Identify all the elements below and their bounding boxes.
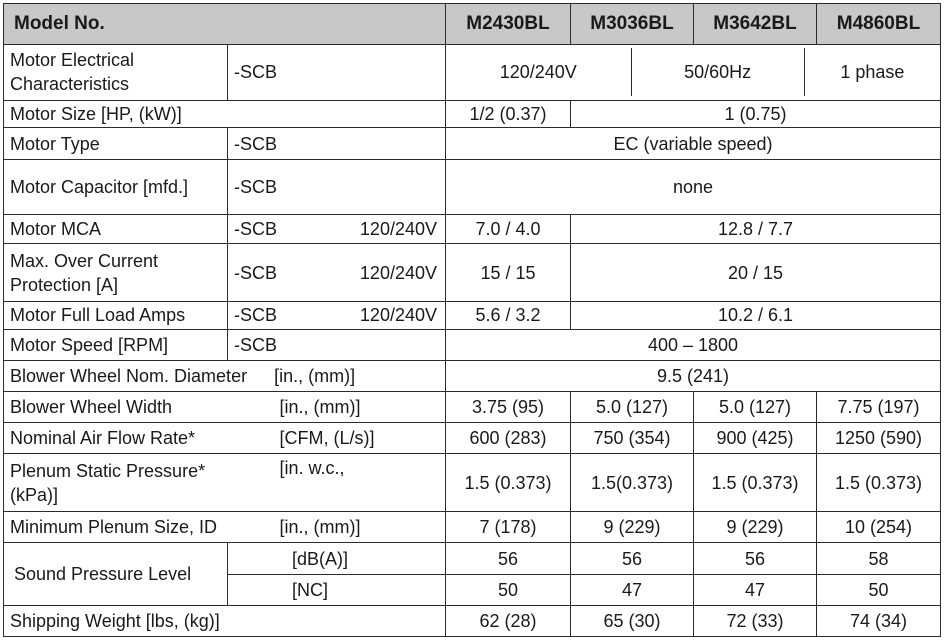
value-nc-4: 50 (817, 574, 941, 605)
value-width-4: 7.75 (197) (817, 392, 941, 423)
volt-mca: 120/240V (359, 219, 437, 240)
value-plen-4: 10 (254) (817, 512, 941, 543)
row-motor-electrical (4, 45, 941, 101)
elec-freq: 50/60Hz (631, 48, 805, 96)
label-motor-speed: Motor Speed [RPM] (4, 329, 228, 360)
label-motor-capacitor: Motor Capacitor [mfd.] (4, 159, 228, 215)
row-sound-dba (4, 543, 941, 574)
label-shipping-weight: Shipping Weight [lbs, (kg)] (4, 605, 446, 636)
label-plenum-pressure: Plenum Static Pressure* (kPa)] (4, 454, 228, 512)
row-full-load-amps (4, 302, 941, 330)
label-over-current: Max. Over Current Protection [A] (4, 244, 228, 302)
model-m3642bl: M3642BL (694, 4, 817, 45)
value-fla-2: 10.2 / 6.1 (571, 302, 941, 330)
row-motor-capacitor (4, 159, 941, 215)
value-nc-1: 50 (446, 574, 571, 605)
value-ship-4: 74 (34) (817, 605, 941, 636)
value-flow-2: 750 (354) (571, 423, 694, 454)
value-motor-capacitor: none (446, 159, 941, 215)
label-plenum-size: Minimum Plenum Size, ID (4, 512, 228, 543)
value-ship-2: 65 (30) (571, 605, 694, 636)
sub-over-current (228, 244, 446, 302)
blower-diameter-label: Blower Wheel Nom. Diameter (10, 366, 248, 387)
label-blower-width: Blower Wheel Width (4, 392, 228, 423)
value-flow-3: 900 (425) (694, 423, 817, 454)
elec-voltage: 120/240V (499, 62, 577, 83)
model-m4860bl: M4860BL (817, 4, 941, 45)
label-motor-electrical: Motor Electrical Characteristics (4, 45, 228, 101)
sub-mca: -SCB (234, 219, 278, 240)
value-ocp-1: 15 / 15 (446, 244, 571, 302)
value-psp-4: 1.5 (0.373) (817, 454, 941, 512)
value-width-3: 5.0 (127) (694, 392, 817, 423)
value-width-2: 5.0 (127) (571, 392, 694, 423)
label-motor-type: Motor Type (4, 128, 228, 159)
label-air-flow: Nominal Air Flow Rate* (4, 423, 228, 454)
label-motor-size: Motor Size [HP, (kW)] (4, 100, 446, 128)
value-plen-2: 9 (229) (571, 512, 694, 543)
row-air-flow (4, 423, 941, 454)
value-motor-speed: 400 – 1800 (446, 329, 941, 360)
value-dba-4: 58 (817, 543, 941, 574)
label-motor-mca: Motor MCA (4, 215, 228, 244)
value-motor-size-1: 1/2 (0.37) (446, 100, 571, 128)
unit-sound-nc: [NC] (228, 574, 446, 605)
value-nc-3: 47 (694, 574, 817, 605)
label-sound-pressure: Sound Pressure Level (4, 543, 228, 605)
value-dba-2: 56 (571, 543, 694, 574)
unit-plenum-pressure: [in. w.c., (228, 454, 446, 512)
row-motor-type (4, 128, 941, 159)
model-m2430bl: M2430BL (446, 4, 571, 45)
sub-fla: -SCB (234, 305, 278, 326)
value-motor-type: EC (variable speed) (446, 128, 941, 159)
label-full-load-amps: Motor Full Load Amps (4, 302, 228, 330)
row-blower-width (4, 392, 941, 423)
value-psp-2: 1.5(0.373) (571, 454, 694, 512)
sub-motor-capacitor: -SCB (228, 159, 446, 215)
spec-table (3, 3, 941, 637)
value-nc-2: 47 (571, 574, 694, 605)
unit-blower-width: [in., (mm)] (228, 392, 446, 423)
unit-air-flow: [CFM, (L/s)] (228, 423, 446, 454)
value-ship-3: 72 (33) (694, 605, 817, 636)
value-flow-1: 600 (283) (446, 423, 571, 454)
value-mca-1: 7.0 / 4.0 (446, 215, 571, 244)
value-ship-1: 62 (28) (446, 605, 571, 636)
value-psp-3: 1.5 (0.373) (694, 454, 817, 512)
sub-motor-speed: -SCB (228, 329, 446, 360)
model-label: Model No. (4, 4, 446, 45)
blower-diameter-unit: [in., (mm)] (274, 366, 356, 387)
model-m3036bl: M3036BL (571, 4, 694, 45)
sub-motor-electrical: -SCB (228, 45, 446, 101)
value-blower-diameter: 9.5 (241) (446, 360, 941, 391)
value-fla-1: 5.6 / 3.2 (446, 302, 571, 330)
value-dba-1: 56 (446, 543, 571, 574)
sub-ocp: -SCB (234, 262, 278, 283)
value-flow-4: 1250 (590) (817, 423, 941, 454)
value-motor-electrical (446, 45, 941, 101)
unit-plenum-size: [in., (mm)] (228, 512, 446, 543)
sub-motor-mca (228, 215, 446, 244)
value-plen-1: 7 (178) (446, 512, 571, 543)
unit-sound-dba: [dB(A)] (228, 543, 446, 574)
label-blower-diameter (4, 360, 446, 391)
row-blower-diameter (4, 360, 941, 391)
row-motor-size (4, 100, 941, 128)
row-plenum-size (4, 512, 941, 543)
value-width-1: 3.75 (95) (446, 392, 571, 423)
header-row (4, 4, 941, 45)
value-motor-size-2: 1 (0.75) (571, 100, 941, 128)
value-dba-3: 56 (694, 543, 817, 574)
value-mca-2: 12.8 / 7.7 (571, 215, 941, 244)
volt-ocp: 120/240V (359, 262, 437, 283)
row-shipping-weight (4, 605, 941, 636)
row-plenum-pressure (4, 454, 941, 512)
value-psp-1: 1.5 (0.373) (446, 454, 571, 512)
row-motor-speed (4, 329, 941, 360)
row-motor-mca (4, 215, 941, 244)
value-plen-3: 9 (229) (694, 512, 817, 543)
value-ocp-2: 20 / 15 (571, 244, 941, 302)
sub-full-load-amps (228, 302, 446, 330)
volt-fla: 120/240V (359, 305, 437, 326)
sub-motor-type: -SCB (228, 128, 446, 159)
row-over-current (4, 244, 941, 302)
elec-phase: 1 phase (840, 62, 905, 83)
